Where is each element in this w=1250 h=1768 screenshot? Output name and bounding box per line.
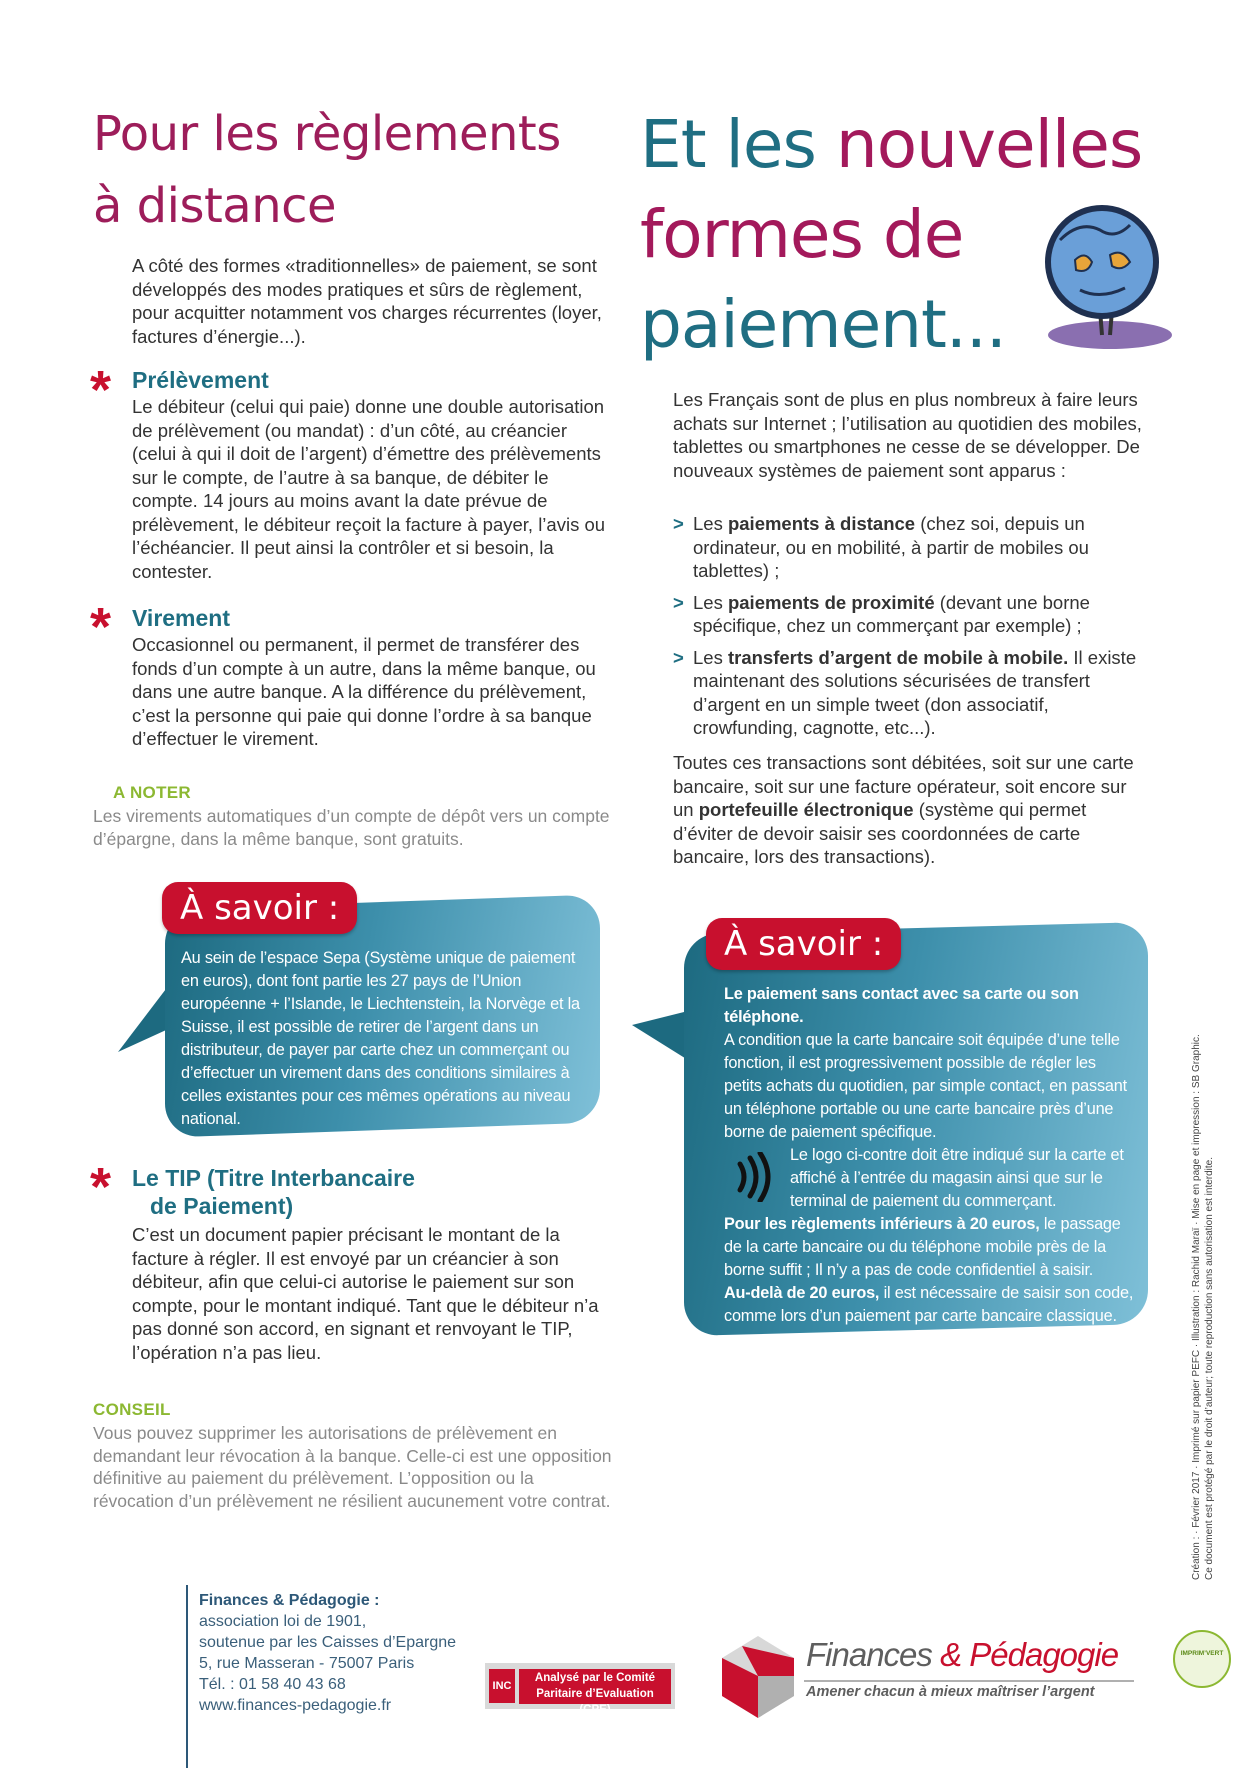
footer-org-name: Finances & Pédagogie : — [199, 1592, 380, 1609]
credits-line2: Ce document est protégé par le droit d’auteur; toute reproduction sans autorisation est interdite. — [1204, 1156, 1215, 1580]
cpe-text: Analysé par le Comité Paritaire d’Evaluation (CPE) — [519, 1669, 671, 1704]
tip-title — [132, 1164, 415, 1220]
list-item: > Les paiements à distance (chez soi, depuis un ordinateur, ou en mobilité, à partir de mobiles ou tablettes) ; — [673, 513, 1089, 581]
footer-divider — [186, 1585, 188, 1768]
right-outro: Toutes ces transactions sont débitées, soit sur une carte bancaire, soit sur une facture opérateur, soit encore sur un portefeuille électronique (système qui permet d’éviter de devoir saisir ses coordonnées de carte bancaire, lors des transactions). — [673, 752, 1134, 867]
prelevement-title: Prélèvement — [132, 367, 269, 393]
list-item: > Les transferts d’argent de mobile à mobile. Il existe maintenant des solutions sécurisées de transfert d’argent en un simple tweet (don associatif, crowfunding, cagnotte, etc...). — [673, 646, 1137, 738]
left-title-line1: Pour les règlements — [93, 106, 561, 162]
contactless-icon — [734, 1152, 780, 1202]
savoir-p3-right: Au-delà de 20 euros, il est nécessaire de saisir son code, comme lors d’un paiement par carte bancaire classique. — [724, 1284, 1134, 1325]
savoir-p2-right: Pour les règlements inférieurs à 20 euros, le passage de la carte bancaire ou du téléphone mobile près de la borne suffit ; Il n’y a pas de code confidentiel à saisir. — [724, 1215, 1121, 1279]
footer-line2: soutenue par les Caisses d’Epargne — [199, 1634, 457, 1651]
virement-title: Virement — [132, 605, 231, 631]
tip-title-line1: Le TIP (Titre Interbancaire — [132, 1165, 415, 1191]
right-title-line3: paiement... — [640, 286, 1006, 363]
contactless-text: Le logo ci-contre doit être indiqué sur la carte et affiché à l’entrée du magasin ainsi que sur le terminal de paiement du commerçant. — [790, 1146, 1124, 1210]
virement-text: Occasionnel ou permanent, il permet de transférer des fonds d’un compte à un autre, dans la même banque, ou dans une autre banque. A la différence du prélèvement, c’est la personne qui paie qui donne l’ordre à sa banque d’effectuer le virement. — [132, 634, 596, 749]
conseil-label: CONSEIL — [93, 1400, 171, 1419]
asterisk-icon: * — [90, 360, 112, 420]
savoir-heading-right: Le paiement sans contact avec sa carte ou son téléphone. — [724, 985, 1079, 1026]
footer-phone: Tél. : 01 58 40 43 68 — [199, 1676, 346, 1693]
right-title-part2: nouvelles — [835, 106, 1143, 183]
payment-list — [673, 512, 1151, 740]
finances-pedagogie-logo-icon — [722, 1636, 794, 1718]
brand-name — [806, 1636, 1118, 1674]
prelevement-text: Le débiteur (celui qui paie) donne une double autorisation de prélèvement (ou mandat) : d’un côté, au créancier (celui à qui il doit de l’argent) d’émettre des prélèvements sur le compte, de l’autre à sa banque, de débiter le compte. 14 jours au moins avant la date prévue de prélèvement, le débiteur reçoit la facture à payer, l’avis ou l’échéancier. Il peut ainsi la contrôler et si besoin, la contester. — [132, 396, 606, 582]
asterisk-icon: * — [90, 597, 112, 657]
footer-web[interactable]: www.finances-pedagogie.fr — [199, 1697, 392, 1714]
cpe-badge — [485, 1663, 675, 1716]
footer-line3: 5, rue Masseran - 75007 Paris — [199, 1655, 415, 1672]
globe-illustration-icon — [1030, 200, 1180, 355]
contactless-block — [724, 1144, 1134, 1213]
chevron-right-icon: > — [673, 646, 684, 668]
right-title-line2: formes de — [640, 196, 964, 273]
brand-tagline: Amener chacun à mieux maîtriser l’argent — [806, 1684, 1095, 1700]
asterisk-icon: * — [90, 1157, 112, 1217]
a-noter-text: Les virements automatiques d’un compte de dépôt vers un compte d’épargne, dans la même banque, sont gratuits. — [93, 806, 610, 849]
brand-underline — [804, 1680, 1134, 1682]
tip-title-line2: de Paiement) — [150, 1193, 294, 1219]
right-title-line1 — [640, 100, 1160, 190]
footer-address — [199, 1590, 479, 1716]
brand-finances: Finances — [806, 1636, 932, 1673]
credits-line1: Création : · Février 2017 · Imprimé sur papier PEFC · Illustration : Rachid Maraï · Mise en page et impression : SB Graphic. — [1191, 1034, 1202, 1580]
left-title — [93, 98, 653, 242]
savoir-text-left: Au sein de l’espace Sepa (Système unique de paiement en euros), dont font partie les 27 pays de l’Union européenne + l’Islande, le Liechtenstein, la Norvège et la Suisse, il est possible de retirer de l’argent dans un distributeur, de payer par carte chez un commerçant ou d’effectuer un virement dans des conditions similaires à celles existantes pour ces mêmes opérations au niveau national. — [181, 949, 580, 1128]
left-intro: A côté des formes «traditionnelles» de paiement, se sont développés des modes pratiques et sûrs de règlement, pour acquitter notamment vos charges récurrentes (loyer, factures d’énergie...). — [132, 255, 602, 347]
right-intro: Les Français sont de plus en plus nombreux à faire leurs achats sur Internet ; l’utilisation au quotidien des mobiles, tablettes ou smartphones ne cesse de se développer. De nouveaux systèmes de paiement sont apparus : — [673, 389, 1142, 481]
left-title-line2: à distance — [93, 178, 337, 234]
savoir-tag-left: À savoir : — [162, 882, 357, 934]
right-title-part1: Et les — [640, 106, 836, 183]
footer-line1: association loi de 1901, — [199, 1613, 367, 1630]
imprim-vert-badge — [1173, 1630, 1231, 1688]
savoir-p1-right: A condition que la carte bancaire soit équipée d’une telle fonction, il est progressivement possible de régler les petits achats du quotidien, par simple contact, en passant un téléphone portable ou une carte bancaire près d’une borne de paiement spécifique. — [724, 1031, 1127, 1141]
savoir-content-right — [724, 983, 1134, 1328]
brand-pedagogie: & Pédagogie — [931, 1636, 1119, 1673]
chevron-right-icon: > — [673, 513, 684, 534]
imprim-vert-text: IMPRIM’VERT — [1180, 1650, 1224, 1657]
inc-logo: INC — [489, 1669, 515, 1703]
list-item: > Les paiements de proximité (devant une borne spécifique, chez un commerçant par exemple) ; — [673, 591, 1090, 636]
savoir-tag-right: À savoir : — [706, 918, 901, 970]
a-noter-label: A NOTER — [113, 783, 191, 802]
chevron-right-icon: > — [673, 591, 684, 613]
tip-text: C’est un document papier précisant le montant de la facture à régler. Il est envoyé par un créancier à son débiteur, afin que celui-ci autorise le paiement sur son compte, pour le montant indiqué. Tant que le débiteur n’a pas donné son accord, en signant et renvoyant le TIP, l’opération n’a pas lieu. — [132, 1224, 599, 1363]
conseil-text: Vous pouvez supprimer les autorisations de prélèvement en demandant leur révocation à la banque. Celle-ci est une opposition définitive au paiement du prélèvement. L’opposition ou la révocation d’un prélèvement ne résilient aucunement votre contrat. — [93, 1423, 612, 1511]
